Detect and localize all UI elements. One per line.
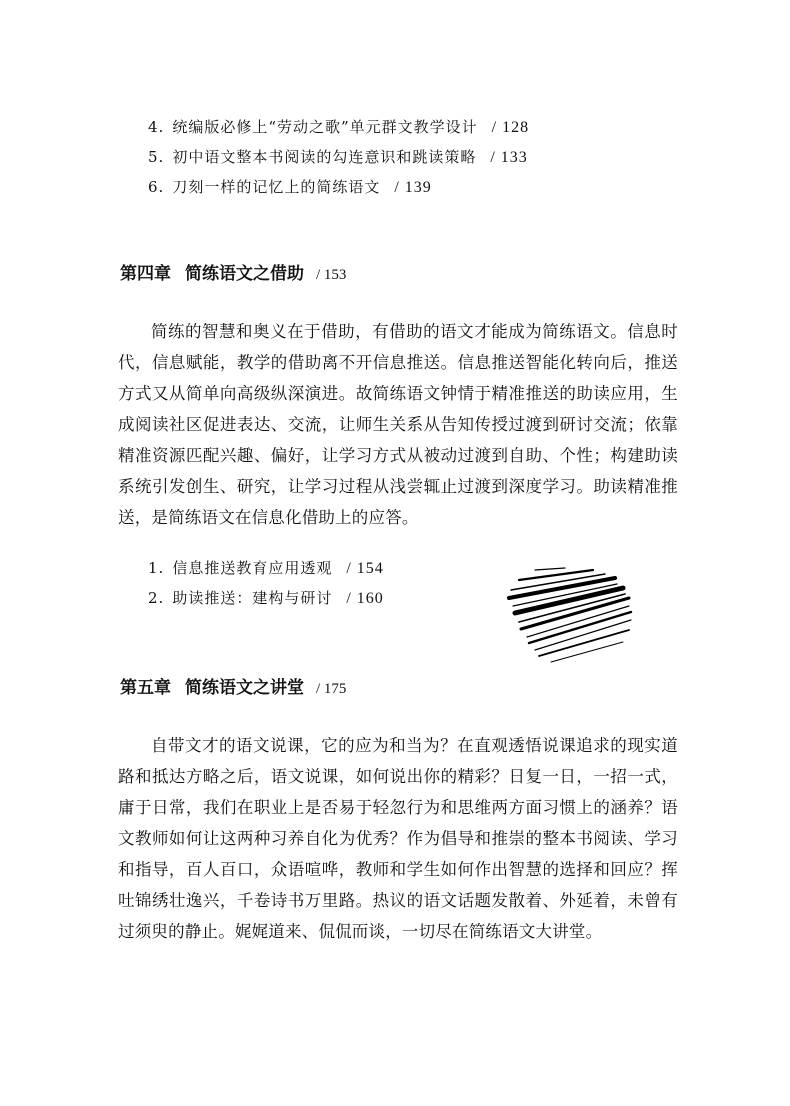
chapter-5-summary: 自带文才的语文说课，它的应为和当为？在直观透悟说课追求的现实道路和抵达方略之后，语文说课，如何说出你的精彩？日复一日，一招一式，庸于日常，我们在职业上是否易于轻忽行为和思维两方面习惯上的涵养？语文教师如何让这两种习养自化为优秀？作为倡导和推崇的整本书阅读、学习和指导，百人百口，众语喧哗，教师和学生如何作出智慧的选择和回应？挥吐锦绣壮逸兴，千卷诗书万里路。热议的语文话题发散着、外延着，未曾有过须臾的静止。娓娓道来、侃侃而谈，一切尽在简练语文大讲堂。 [118,736,678,941]
toc-item-page: / 128 [491,119,530,136]
toc-item-title: 助读推送：建构与研讨 [172,589,333,607]
toc-item-6[interactable] [148,177,432,198]
toc-item-page: / 139 [394,179,432,196]
toc-item-number: 1. [148,559,165,577]
toc-item-page: / 154 [346,560,384,577]
chapter-5-heading[interactable] [120,676,346,701]
chapter-4-heading[interactable] [120,262,346,287]
chapter-number: 第四章 [120,264,171,284]
toc-item-title: 刀刻一样的记忆上的简练语文 [172,178,381,196]
toc-item-page: / 160 [346,590,384,607]
toc-item-number: 2. [148,589,165,607]
toc-item-title: 统编版必修上“劳动之歌”单元群文教学设计 [172,118,478,136]
toc-item-number: 5. [148,148,165,166]
toc-item-page: / 133 [490,149,528,166]
chapter-page: / 175 [316,681,347,697]
chapter-number: 第五章 [120,678,171,698]
chapter-page: / 153 [316,267,347,283]
toc-item-ch4-1[interactable] [148,558,384,579]
toc-item-number: 6. [148,178,165,196]
toc-item-4[interactable] [148,117,529,138]
toc-item-title: 信息推送教育应用透观 [172,559,333,577]
toc-item-5[interactable] [148,147,528,168]
decorative-stripes-graphic [505,566,635,666]
toc-item-number: 4. [148,118,165,136]
toc-item-title: 初中语文整本书阅读的勾连意识和跳读策略 [172,148,477,166]
toc-item-ch4-2[interactable] [148,588,384,609]
chapter-title: 简练语文之借助 [185,264,304,284]
chapter-title: 简练语文之讲堂 [185,678,304,698]
chapter-4-summary: 简练的智慧和奥义在于借助，有借助的语文才能成为简练语文。信息时代，信息赋能，教学的借助离不开信息推送。信息推送智能化转向后，推送方式又从简单向高级纵深演进。故简练语文钟情于精准推送的助读应用，生成阅读社区促进表达、交流，让师生关系从告知传授过渡到研讨交流；依靠精准资源匹配兴趣、偏好，让学习方式从被动过渡到自助、个性；构建助读系统引发创生、研究，让学习过程从浅尝辄止过渡到深度学习。助读精准推送，是简练语文在信息化借助上的应答。 [118,322,678,527]
